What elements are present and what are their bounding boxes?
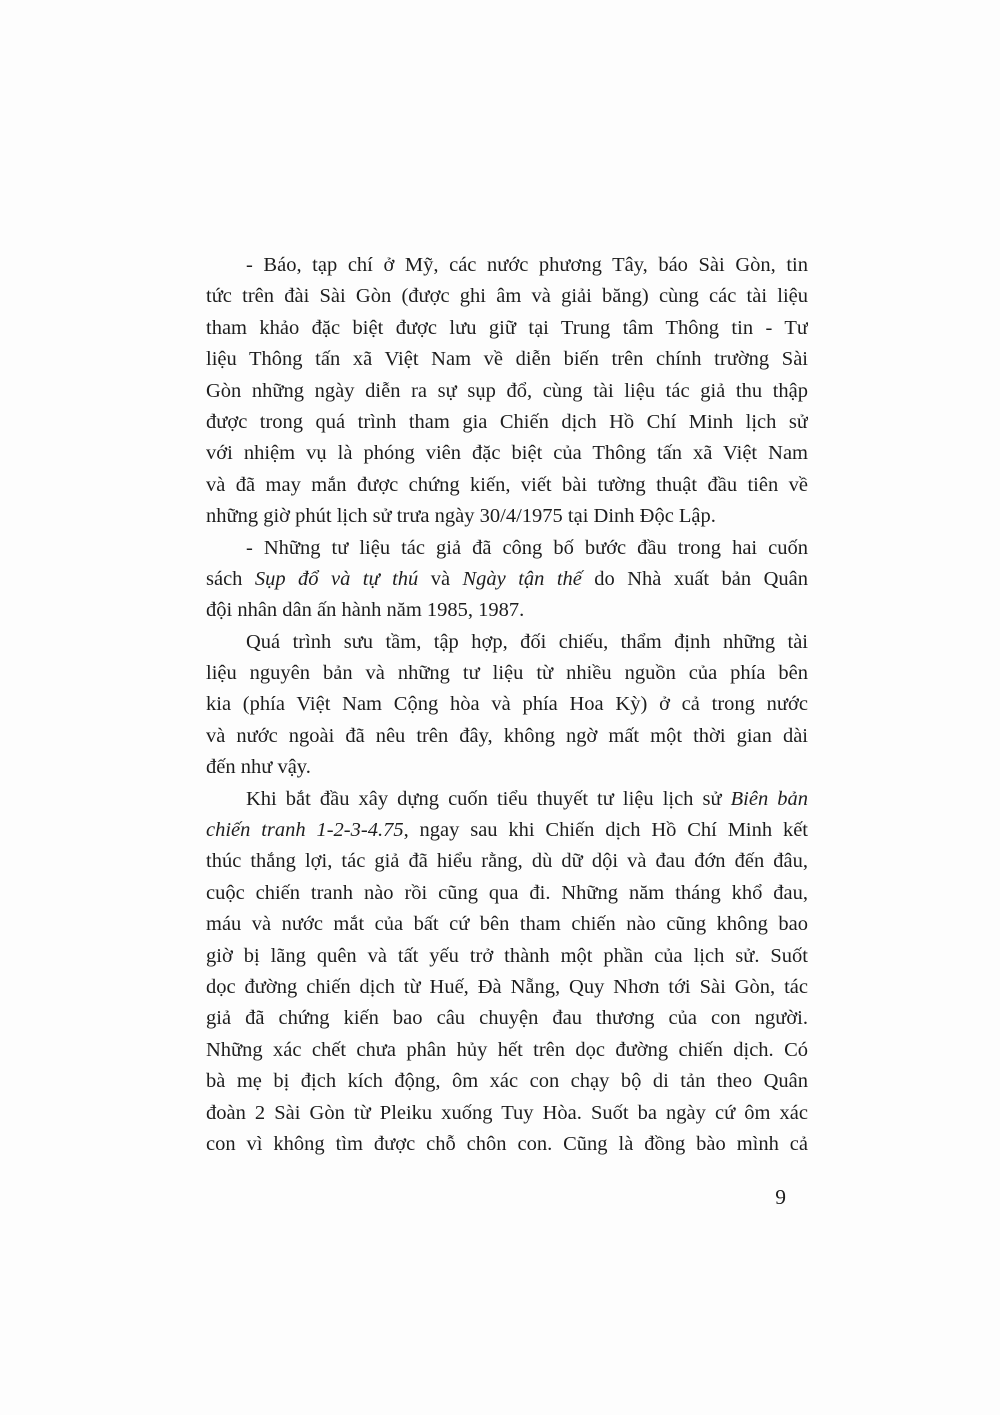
text-line bbox=[206, 846, 808, 877]
text-segment: Khi bắt đầu xây dựng cuốn tiểu thuyết tư liệu lịch sử bbox=[246, 787, 731, 810]
text-segment: bà mẹ bị địch kích động, ôm xác con chạy bộ di tản theo Quân bbox=[206, 1070, 808, 1093]
text-line bbox=[206, 281, 808, 312]
text-segment: sách bbox=[206, 567, 255, 590]
page-text-block bbox=[206, 250, 808, 1160]
text-segment: và đã may mắn được chứng kiến, viết bài tường thuật đầu tiên về bbox=[206, 473, 808, 496]
text-segment: thúc thắng lợi, tác giả đã hiểu rằng, dù dữ dội và đau đớn đến đâu, bbox=[206, 850, 808, 873]
text-line bbox=[206, 658, 808, 689]
paragraph bbox=[206, 533, 808, 627]
text-line bbox=[206, 1035, 808, 1066]
text-segment: cuộc chiến tranh nào rồi cũng qua đi. Những năm tháng khổ đau, bbox=[206, 881, 808, 904]
text-segment: - Báo, tạp chí ở Mỹ, các nước phương Tây, báo Sài Gòn, tin bbox=[246, 254, 808, 276]
paragraph bbox=[206, 784, 808, 1161]
text-line bbox=[206, 1066, 808, 1097]
italic-text-segment: Ngày tận thế bbox=[462, 567, 582, 590]
italic-text-segment: Biên bản bbox=[730, 787, 808, 810]
text-line bbox=[206, 313, 808, 344]
text-line bbox=[206, 470, 808, 501]
text-segment: đội nhân dân ấn hành năm 1985, 1987. bbox=[206, 599, 525, 622]
text-segment: , ngay sau khi Chiến dịch Hồ Chí Minh kết bbox=[403, 819, 808, 842]
text-line bbox=[206, 1129, 808, 1160]
paragraph bbox=[206, 627, 808, 784]
text-segment: đoàn 2 Sài Gòn từ Pleiku xuống Tuy Hòa. Suốt ba ngày cứ ôm xác bbox=[206, 1101, 808, 1124]
page-number: 9 bbox=[775, 1185, 786, 1209]
text-segment: giờ bị lãng quên và tất yếu trở thành một phần của lịch sử. Suốt bbox=[206, 944, 808, 967]
text-segment: do Nhà xuất bản Quân bbox=[581, 567, 808, 590]
text-line bbox=[206, 344, 808, 375]
text-segment: Những xác chết chưa phân hủy hết trên dọc đường chiến dịch. Có bbox=[206, 1038, 808, 1061]
text-segment: Gòn những ngày diễn ra sự sụp đổ, cùng tài liệu tác giả thu thập bbox=[206, 379, 808, 402]
text-line bbox=[206, 752, 808, 783]
text-segment: và bbox=[418, 567, 463, 590]
text-line bbox=[206, 941, 808, 972]
text-line bbox=[206, 501, 808, 532]
text-segment: kia (phía Việt Nam Cộng hòa và phía Hoa Kỳ) ở cả trong nước bbox=[206, 693, 808, 716]
text-segment: con vì không tìm được chỗ chôn con. Cũng là đồng bào mình cả bbox=[206, 1132, 808, 1155]
text-segment: giả đã chứng kiến bao câu chuyện đau thương của con người. bbox=[206, 1007, 808, 1030]
text-line bbox=[206, 815, 808, 846]
text-line bbox=[206, 972, 808, 1003]
text-line bbox=[206, 1098, 808, 1129]
text-line bbox=[206, 909, 808, 940]
text-line bbox=[206, 784, 808, 815]
text-segment: Quá trình sưu tầm, tập hợp, đối chiếu, thẩm định những tài bbox=[246, 630, 808, 653]
text-segment: liệu Thông tấn xã Việt Nam về diễn biến trên chính trường Sài bbox=[206, 348, 808, 371]
text-line bbox=[206, 627, 808, 658]
paragraph bbox=[206, 250, 808, 533]
text-line bbox=[206, 878, 808, 909]
text-line bbox=[206, 376, 808, 407]
text-segment: liệu nguyên bản và những tư liệu từ nhiều nguồn của phía bên bbox=[206, 662, 808, 685]
text-line bbox=[206, 721, 808, 752]
text-line bbox=[206, 689, 808, 720]
text-segment: và nước ngoài đã nêu trên đây, không ngờ mất một thời gian dài bbox=[206, 724, 808, 747]
text-line bbox=[206, 438, 808, 469]
text-segment: dọc đường chiến dịch từ Huế, Đà Nẵng, Quy Nhơn tới Sài Gòn, tác bbox=[206, 975, 808, 998]
text-segment: những giờ phút lịch sử trưa ngày 30/4/1975 tại Dinh Độc Lập. bbox=[206, 505, 716, 528]
text-segment: với nhiệm vụ là phóng viên đặc biệt của Thông tấn xã Việt Nam bbox=[206, 442, 808, 465]
text-segment: được trong quá trình tham gia Chiến dịch Hồ Chí Minh lịch sử bbox=[206, 410, 808, 433]
italic-text-segment: Sụp đổ và tự thú bbox=[254, 567, 419, 590]
text-line bbox=[206, 533, 808, 564]
text-segment: tham khảo đặc biệt được lưu giữ tại Trung tâm Thông tin - Tư bbox=[206, 316, 808, 339]
text-segment: đến như vậy. bbox=[206, 756, 311, 779]
italic-text-segment: chiến tranh 1-2-3-4.75 bbox=[206, 819, 404, 842]
text-line bbox=[206, 250, 808, 281]
text-segment: - Những tư liệu tác giả đã công bố bước đầu trong hai cuốn bbox=[246, 536, 808, 559]
text-line bbox=[206, 595, 808, 626]
text-line bbox=[206, 564, 808, 595]
text-line bbox=[206, 1003, 808, 1034]
text-segment: máu và nước mắt của bất cứ bên tham chiến nào cũng không bao bbox=[206, 913, 808, 936]
text-segment: tức trên đài Sài Gòn (được ghi âm và giải băng) cùng các tài liệu bbox=[206, 285, 808, 308]
text-line bbox=[206, 407, 808, 438]
